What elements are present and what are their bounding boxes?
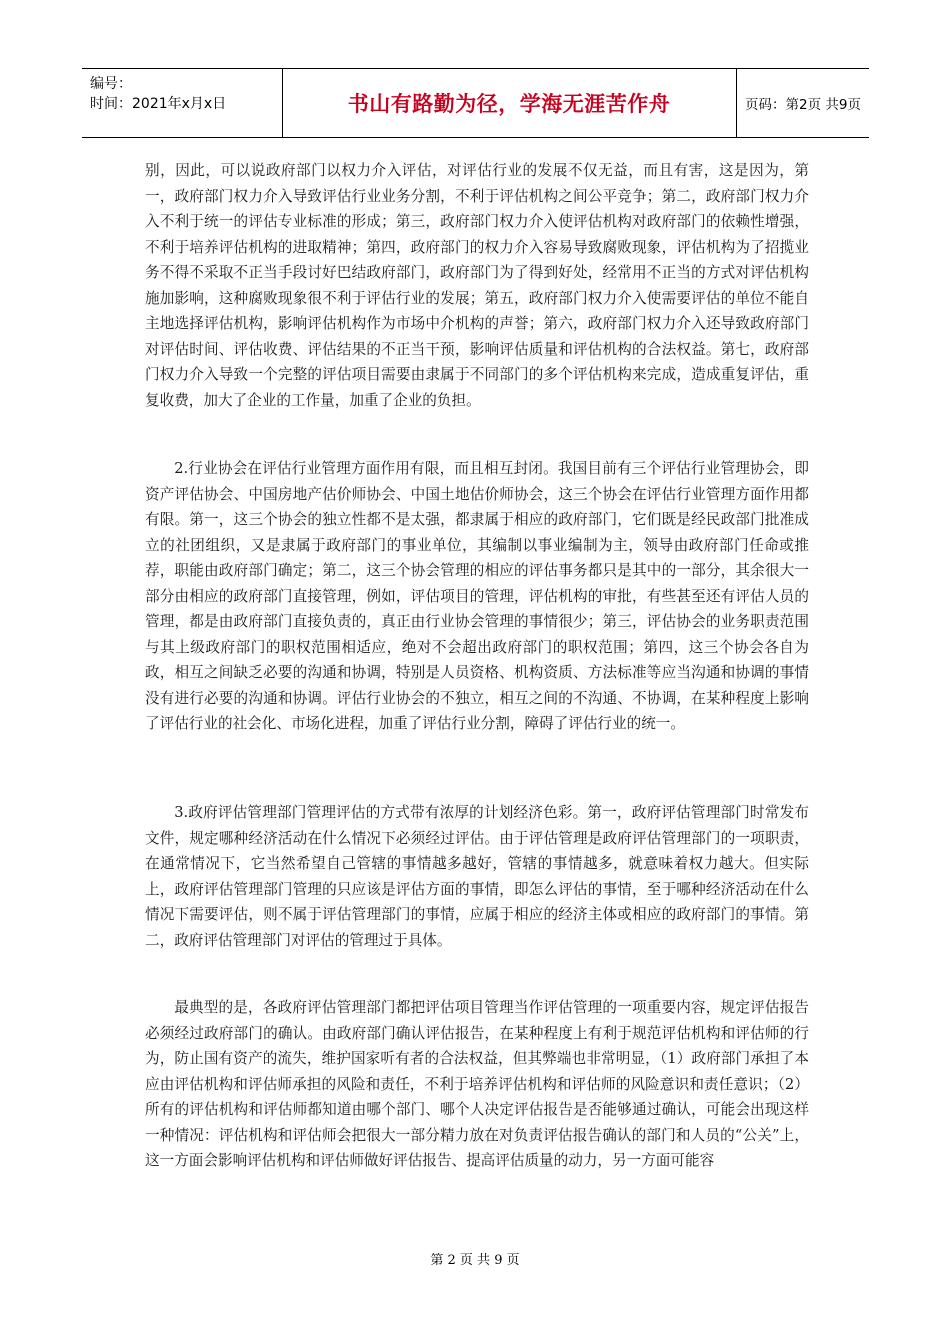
header-meta-cell [82, 69, 283, 137]
header-page-cell [737, 69, 869, 137]
paragraph-4-block [145, 995, 809, 1174]
motto-text: 书山有路勤为径，学海无涯苦作舟 [347, 92, 671, 116]
paragraph-3-block [145, 800, 809, 953]
paragraph-2: 2.行业协会在评估行业管理方面作用有限，而且相互封闭。我国目前有三个评估行业管理协会，即资产评估协会、中国房地产估价师协会、中国土地估价师协会，这三个协会在评估行业管理方面作用都有限。第一，这三个协会的独立性都不是太强，都隶属于相应的政府部门，它们既是经民政部门批准成立的社团组织，又是隶属于政府部门的事业单位，其编制以事业编制为主，领导由政府部门任命或推荐，职能由政府部门确定；第二，这三个协会管理的相应的评估事务都只是其中的一部分，其余很大一部分由相应的政府部门直接管理，例如，评估项目的管理，评估机构的审批，有些甚至还有评估人员的管理，都是由政府部门直接负责的，真正由行业协会管理的事情很少；第三，评估协会的业务职责范围与其上级政府部门的职权范围相适应，绝对不会超出政府部门的职权范围；第四，这三个协会各自为政，相互之间缺乏必要的沟通和协调，特别是人员资格、机构资质、方法标准等应当沟通和协调的事情没有进行必要的沟通和协调。评估行业协会的不独立，相互之间的不沟通、不协调，在某种程度上影响了评估行业的社会化、市场化进程，加重了评估行业分割，障碍了评估行业的统一。 [145, 460, 809, 732]
footer-page-number: 第 2 页 共 9 页 [430, 1253, 520, 1268]
paragraph-3: 3.政府评估管理部门管理评估的方式带有浓厚的计划经济色彩。第一，政府评估管理部门时常发布文件，规定哪种经济活动在什么情况下必须经过评估。由于评估管理是政府评估管理部门的一项职责，在通常情况下，它当然希望自己管辖的事情越多越好，管辖的事情越多，就意味着权力越大。但实际上，政府评估管理部门管理的只应该是评估方面的事情，即怎么评估的事情，至于哪种经济活动在什么情况下需要评估，则不属于评估管理部门的事情，应属于相应的经济主体或相应的政府部门的事情。第二，政府评估管理部门对评估的管理过于具体。 [145, 804, 809, 949]
document-time-label: 时间：2021年x月x日 [90, 96, 227, 112]
paragraph-2-block [145, 456, 809, 737]
header-motto-cell [282, 69, 737, 137]
header-page-info: 页码：第2页 共9页 [745, 97, 861, 113]
paragraph-1: 别，因此，可以说政府部门以权力介入评估，对评估行业的发展不仅无益，而且有害，这是因为，第一，政府部门权力介入导致评估行业业务分割，不利于评估机构之间公平竞争；第二，政府部门权力介入不利于统一的评估专业标准的形成；第三，政府部门权力介入使评估机构对政府部门的依赖性增强，不利于培养评估机构的进取精神；第四，政府部门的权力介入容易导致腐败现象，评估机构为了招揽业务不得不采取不正当手段讨好巴结政府部门，政府部门为了得到好处，经常用不正当的方式对评估机构施加影响，这种腐败现象很不利于评估行业的发展；第五，政府部门权力介入使需要评估的单位不能自主地选择评估机构，影响评估机构作为市场中介机构的声誉；第六，政府部门权力介入还导致政府部门对评估时间、评估收费、评估结果的不正当干预，影响评估质量和评估机构的合法权益。第七，政府部门权力介入导致一个完整的评估项目需要由隶属于不同部门的多个评估机构来完成，造成重复评估，重复收费，加大了企业的工作量，加重了企业的负担。 [145, 162, 809, 409]
paragraph-1-block [145, 158, 809, 413]
page-header [82, 68, 869, 138]
paragraph-4: 最典型的是，各政府评估管理部门都把评估项目管理当作评估管理的一项重要内容，规定评估报告必须经过政府部门的确认。由政府部门确认评估报告，在某种程度上有利于规范评估机构和评估师的行为，防止国有资产的流失，维护国家听有者的合法权益，但其弊端也非常明显，（1）政府部门承担了本应由评估机构和评估师承担的风险和责任，不利于培养评估机构和评估师的风险意识和责任意识；（2）所有的评估机构和评估师都知道由哪个部门、哪个人决定评估报告是否能够通过确认，可能会出现这样一种情况：评估机构和评估师会把很大一部分精力放在对负责评估报告确认的部门和人员的“公关”上，这一方面会影响评估机构和评估师做好评估报告、提高评估质量的动力，另一方面可能容 [145, 999, 809, 1169]
document-number-label: 编号： [90, 76, 132, 92]
page-footer [0, 1249, 950, 1268]
